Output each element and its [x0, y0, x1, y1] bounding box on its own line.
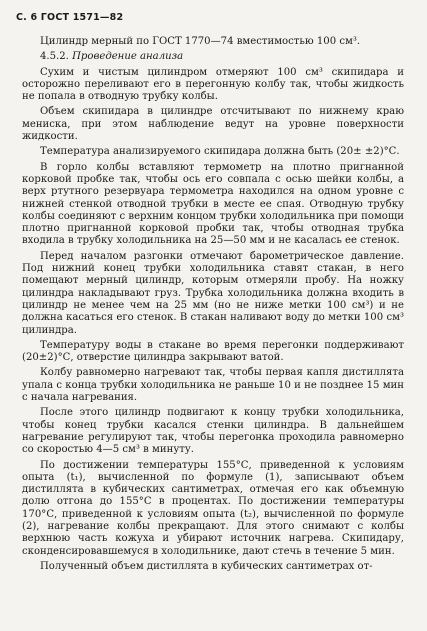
paragraph: В горло колбы вставляют термометр на плотно пригнанной корковой пробке так, чтобы ось его совпала с осью шейки колбы, а верх ртутного резервуара термометра находился на одном уровне с нижней стенкой отводной трубки в месте ее спая. Отводную трубку колбы соединяют с верхним концом трубки холодильника при помощи плотно пригнанной корковой пробки так, чтобы отводная трубка входила в трубку холодильника на 25—50 мм и не касалась ее стенок. — [22, 161, 404, 247]
paragraph: Полученный объем дистиллята в кубических сантиметрах от- — [40, 560, 373, 572]
paragraph: Температура анализируемого скипидара должна быть (20± ±2)°С. — [40, 146, 400, 158]
section-title: Проведение анализа — [72, 51, 184, 63]
section-number: 4.5.2. — [40, 51, 69, 63]
paragraph: После этого цилиндр подвигают к концу трубки холодильника, чтобы конец трубки касался стенки цилиндра. В дальнейшем нагревание регулируют так, чтобы перегонка проходила равномерно со скоростью 4—5 см³ в минуту. — [22, 407, 404, 456]
document-body — [22, 36, 404, 576]
paragraph: Цилиндр мерный по ГОСТ 1770—74 вместимостью 100 см³. — [40, 36, 361, 47]
page-header: С. 6 ГОСТ 1571—82 — [16, 12, 124, 23]
paragraph: Температуру воды в стакане во время перегонки поддерживают (20±2)°С, отверстие цилиндра закрывают ватой. — [22, 339, 404, 364]
paragraph: По достижении температуры 155°С, приведенной к условиям опыта (t₁), вычисленной по формуле (1), записывают объем дистиллята в кубических сантиметрах, отмечая его как объемную долю отгона до 155°С в процентах. По достижении температуры 170°С, приведенной к условиям опыта (t₂), вычисленной по формуле (2), нагревание колбы прекращают. Для этого снимают с колбы верхнюю часть кожуха и убирают источник нагрева. Скипидару, сконденсировавшемуся в холодильнике, дают стечь в течение 5 мин. — [22, 459, 404, 557]
section-heading — [22, 51, 404, 63]
paragraph: Объем скипидара в цилиндре отсчитывают по нижнему краю мениска, при этом наблюдение ведут на уровне поверхности жидкости. — [22, 106, 404, 143]
paragraph: Перед началом разгонки отмечают барометрическое давление. Под нижний конец трубки холодильника ставят стакан, в него помещают мерный цилиндр, которым отмеряли пробу. На ножку цилиндра накладывают груз. Трубка холодильника должна входить в цилиндр не менее чем на 25 мм (но не ниже метки 100 см³) и не должна касаться его стенок. В стакан наливают воду до метки 100 см³ цилиндра. — [22, 250, 404, 336]
paragraph: Колбу равномерно нагревают так, чтобы первая капля дистиллята упала с конца трубки холодильника не раньше 10 и не позднее 15 мин с начала нагревания. — [22, 367, 404, 404]
paragraph: Сухим и чистым цилиндром отмеряют 100 см³ скипидара и осторожно переливают его в перегонную колбу так, чтобы жидкость не попала в отводную трубку колбы. — [22, 66, 404, 103]
